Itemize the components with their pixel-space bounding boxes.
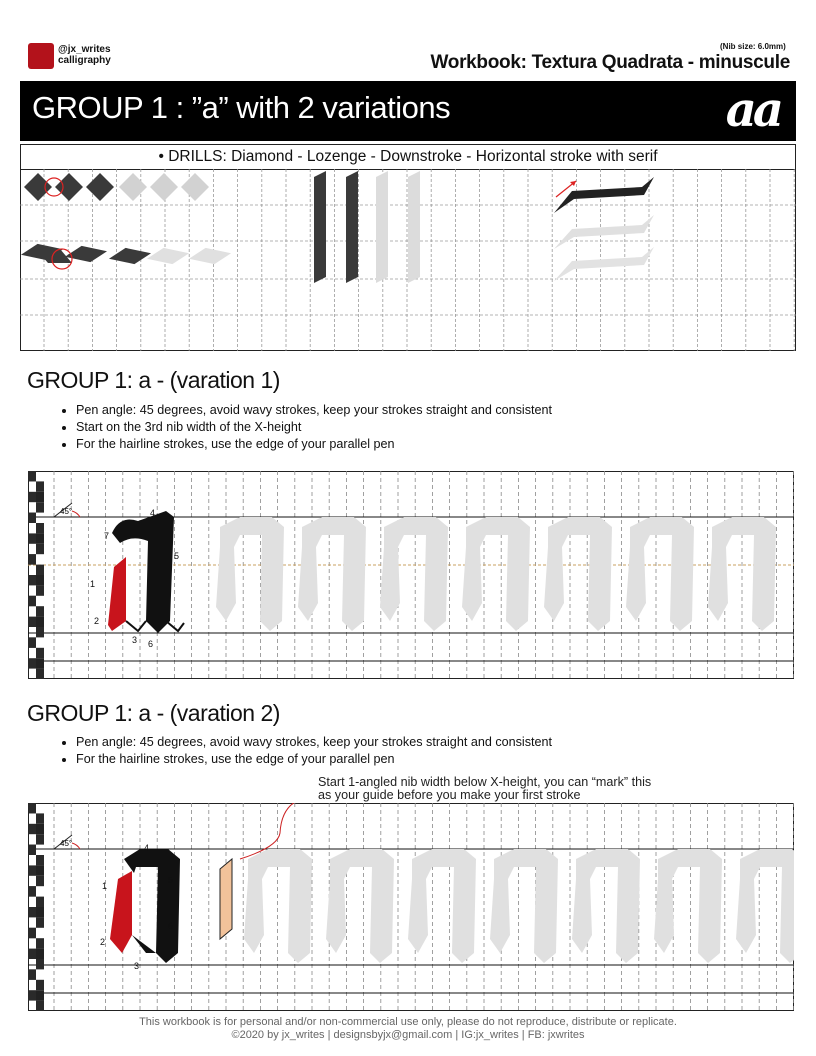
example-letter-a — [110, 849, 180, 963]
instruction-item: • For the hairline strokes, use the edge of your parallel pen — [76, 751, 552, 768]
horizontal-stroke-drill — [554, 177, 654, 281]
svg-text:3: 3 — [134, 961, 140, 971]
drills-label: • DRILLS: Diamond - Lozenge - Downstroke - Horizontal stroke with serif — [158, 148, 658, 165]
nib-width-ladder — [28, 471, 44, 679]
variation2-instructions — [58, 734, 552, 768]
svg-text:6: 6 — [148, 639, 154, 649]
svg-text:4: 4 — [150, 508, 156, 518]
instruction-item: • Start on the 3rd nib width of the X-height — [76, 419, 552, 436]
svg-text:2: 2 — [94, 616, 100, 626]
logo-handle: @jx_writes — [58, 44, 111, 55]
lozenge-drill — [20, 241, 231, 269]
logo-icon — [28, 43, 54, 69]
guide-annotation — [318, 776, 651, 802]
svg-text:7: 7 — [104, 531, 110, 541]
svg-text:1: 1 — [102, 881, 108, 891]
annotation-line2: as your guide before you make your first stroke — [318, 788, 581, 802]
footer-credits: ©2020 by jx_writes | designsbyjx@gmail.com | IG:jx_writes | FB: jxwrites — [231, 1029, 585, 1041]
variation1-instructions — [58, 402, 552, 453]
workbook-title: Workbook: Textura Quadrata - minuscule — [430, 52, 790, 73]
pen-angle-indicator — [54, 503, 80, 517]
nib-size: (Nib size: 6.0mm) — [720, 42, 786, 51]
instruction-item: • Pen angle: 45 degrees, avoid wavy strokes, keep your strokes straight and consistent — [76, 402, 552, 419]
svg-text:2: 2 — [100, 937, 106, 947]
footer-disclaimer: This workbook is for personal and/or non-commercial use only, please do not reproduce, distribute or replicate. — [139, 1016, 677, 1028]
svg-text:5: 5 — [168, 875, 174, 885]
instruction-item: • For the hairline strokes, use the edge of your parallel pen — [76, 436, 552, 453]
banner-title: GROUP 1 : ”a” with 2 variations — [32, 90, 451, 125]
guide-mark — [220, 859, 232, 939]
pen-angle-indicator — [54, 835, 80, 849]
svg-text:5: 5 — [174, 551, 180, 561]
ghost-letters — [244, 849, 794, 963]
logo-sub: calligraphy — [58, 55, 111, 66]
example-letter-a — [108, 511, 184, 633]
drills-header — [20, 144, 796, 170]
variation2-practice-grid — [28, 803, 794, 1011]
svg-text:4: 4 — [144, 843, 150, 853]
variation1-title: GROUP 1: a - (varation 1) — [27, 367, 280, 393]
drill-grid — [20, 169, 796, 351]
nib-width-ladder — [28, 803, 44, 1011]
annotation-line1: Start 1-angled nib width below X-height, you can “mark” this — [318, 775, 652, 789]
svg-text:1: 1 — [90, 579, 96, 589]
variation2-title: GROUP 1: a - (varation 2) — [27, 700, 280, 726]
variation1-practice-grid — [28, 471, 794, 679]
instruction-item: • Pen angle: 45 degrees, avoid wavy strokes, keep your strokes straight and consistent — [76, 734, 552, 751]
banner-glyph: aa — [725, 82, 780, 138]
angle-label: 45° — [60, 839, 73, 848]
svg-text:6: 6 — [168, 921, 174, 931]
angle-label: 45° — [60, 507, 73, 516]
footer — [0, 1016, 816, 1042]
group-banner — [20, 81, 796, 141]
downstroke-drill — [314, 171, 420, 283]
logo-text — [58, 44, 111, 66]
svg-text:3: 3 — [132, 635, 138, 645]
ghost-letters — [216, 517, 776, 631]
